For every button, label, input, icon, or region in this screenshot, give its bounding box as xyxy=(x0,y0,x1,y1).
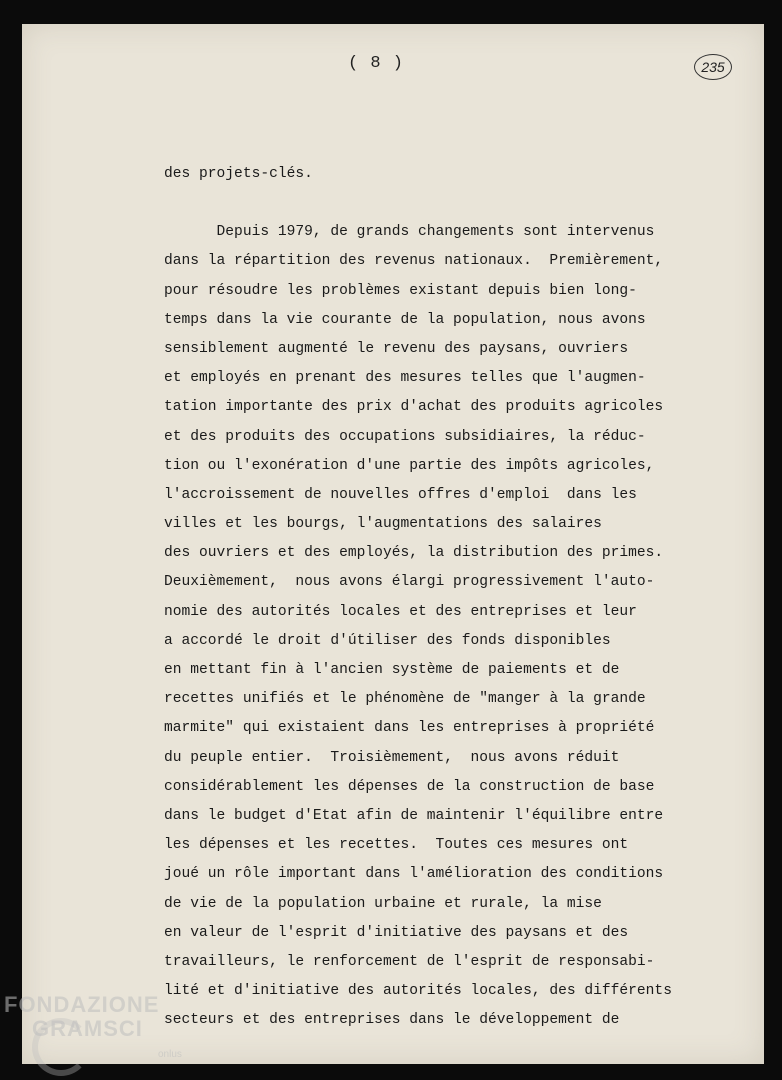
watermark-line-3: onlus xyxy=(158,1049,182,1060)
text-line: sensiblement augmenté le revenu des paysans, ouvriers xyxy=(164,340,629,357)
text-line: en mettant fin à l'ancien système de paiements et de xyxy=(164,662,620,678)
text-line: a accordé le droit d'útiliser des fonds disponibles xyxy=(164,632,611,649)
watermark-line-2: GRAMSCI xyxy=(32,1016,143,1041)
text-line: temps dans la vie courante de la population, nous avons xyxy=(164,311,646,328)
text-line: nomie des autorités locales et des entreprises et leur xyxy=(164,603,637,620)
text-line: dans la répartition des revenus nationaux. Premièrement, xyxy=(164,253,664,270)
text-line: l'accroissement de nouvelles offres d'emploi dans les xyxy=(164,486,637,503)
text-line: des ouvriers et des employés, la distribution des primes. xyxy=(164,545,664,562)
text-line: Depuis 1979, de grands changements sont intervenus xyxy=(164,224,655,241)
text-line: en valeur de l'esprit d'initiative des paysans et des xyxy=(164,924,629,941)
text-line: et employés en prenant des mesures telles que l'augmen- xyxy=(164,370,646,387)
watermark-line-1: FONDAZIONE xyxy=(4,992,160,1017)
text-line: travailleurs, le renforcement de l'esprit de responsabi- xyxy=(164,953,655,970)
text-line: du peuple entier. Troisièmement, nous avons réduit xyxy=(164,749,620,766)
document-body xyxy=(164,160,724,1035)
text-line: pour résoudre les problèmes existant depuis bien long- xyxy=(164,282,637,299)
text-line: et des produits des occupations subsidiaires, la réduc- xyxy=(164,428,646,445)
page-number: ( 8 ) xyxy=(348,54,405,73)
text-line: secteurs et des entreprises dans le développement de xyxy=(164,1012,620,1029)
archive-stamp-number: 235 xyxy=(694,54,732,80)
text-line: lité et d'initiative des autorités locales, des différents xyxy=(164,983,672,1000)
text-line: villes et les bourgs, l'augmentations des salaires xyxy=(164,516,602,533)
document-page xyxy=(22,24,764,1064)
text-line: tation importante des prix d'achat des produits agricoles xyxy=(164,399,664,416)
text-line: tion ou l'exonération d'une partie des impôts agricoles, xyxy=(164,457,655,474)
text-line: joué un rôle important dans l'amélioration des conditions xyxy=(164,866,664,883)
text-line: Deuxièmement, nous avons élargi progressivement l'auto- xyxy=(164,574,655,591)
text-line: de vie de la population urbaine et rurale, la mise xyxy=(164,895,602,912)
text-line: des projets-clés. xyxy=(164,166,313,182)
text-line: marmite" qui existaient dans les entreprises à propriété xyxy=(164,720,655,737)
text-line: les dépenses et les recettes. Toutes ces mesures ont xyxy=(164,837,629,854)
fondazione-gramsci-watermark xyxy=(4,992,182,1060)
text-line: considérablement les dépenses de la construction de base xyxy=(164,778,655,795)
text-line: dans le budget d'Etat afin de maintenir l'équilibre entre xyxy=(164,807,664,824)
text-line: recettes unifiés et le phénomène de "manger à la grande xyxy=(164,691,646,708)
